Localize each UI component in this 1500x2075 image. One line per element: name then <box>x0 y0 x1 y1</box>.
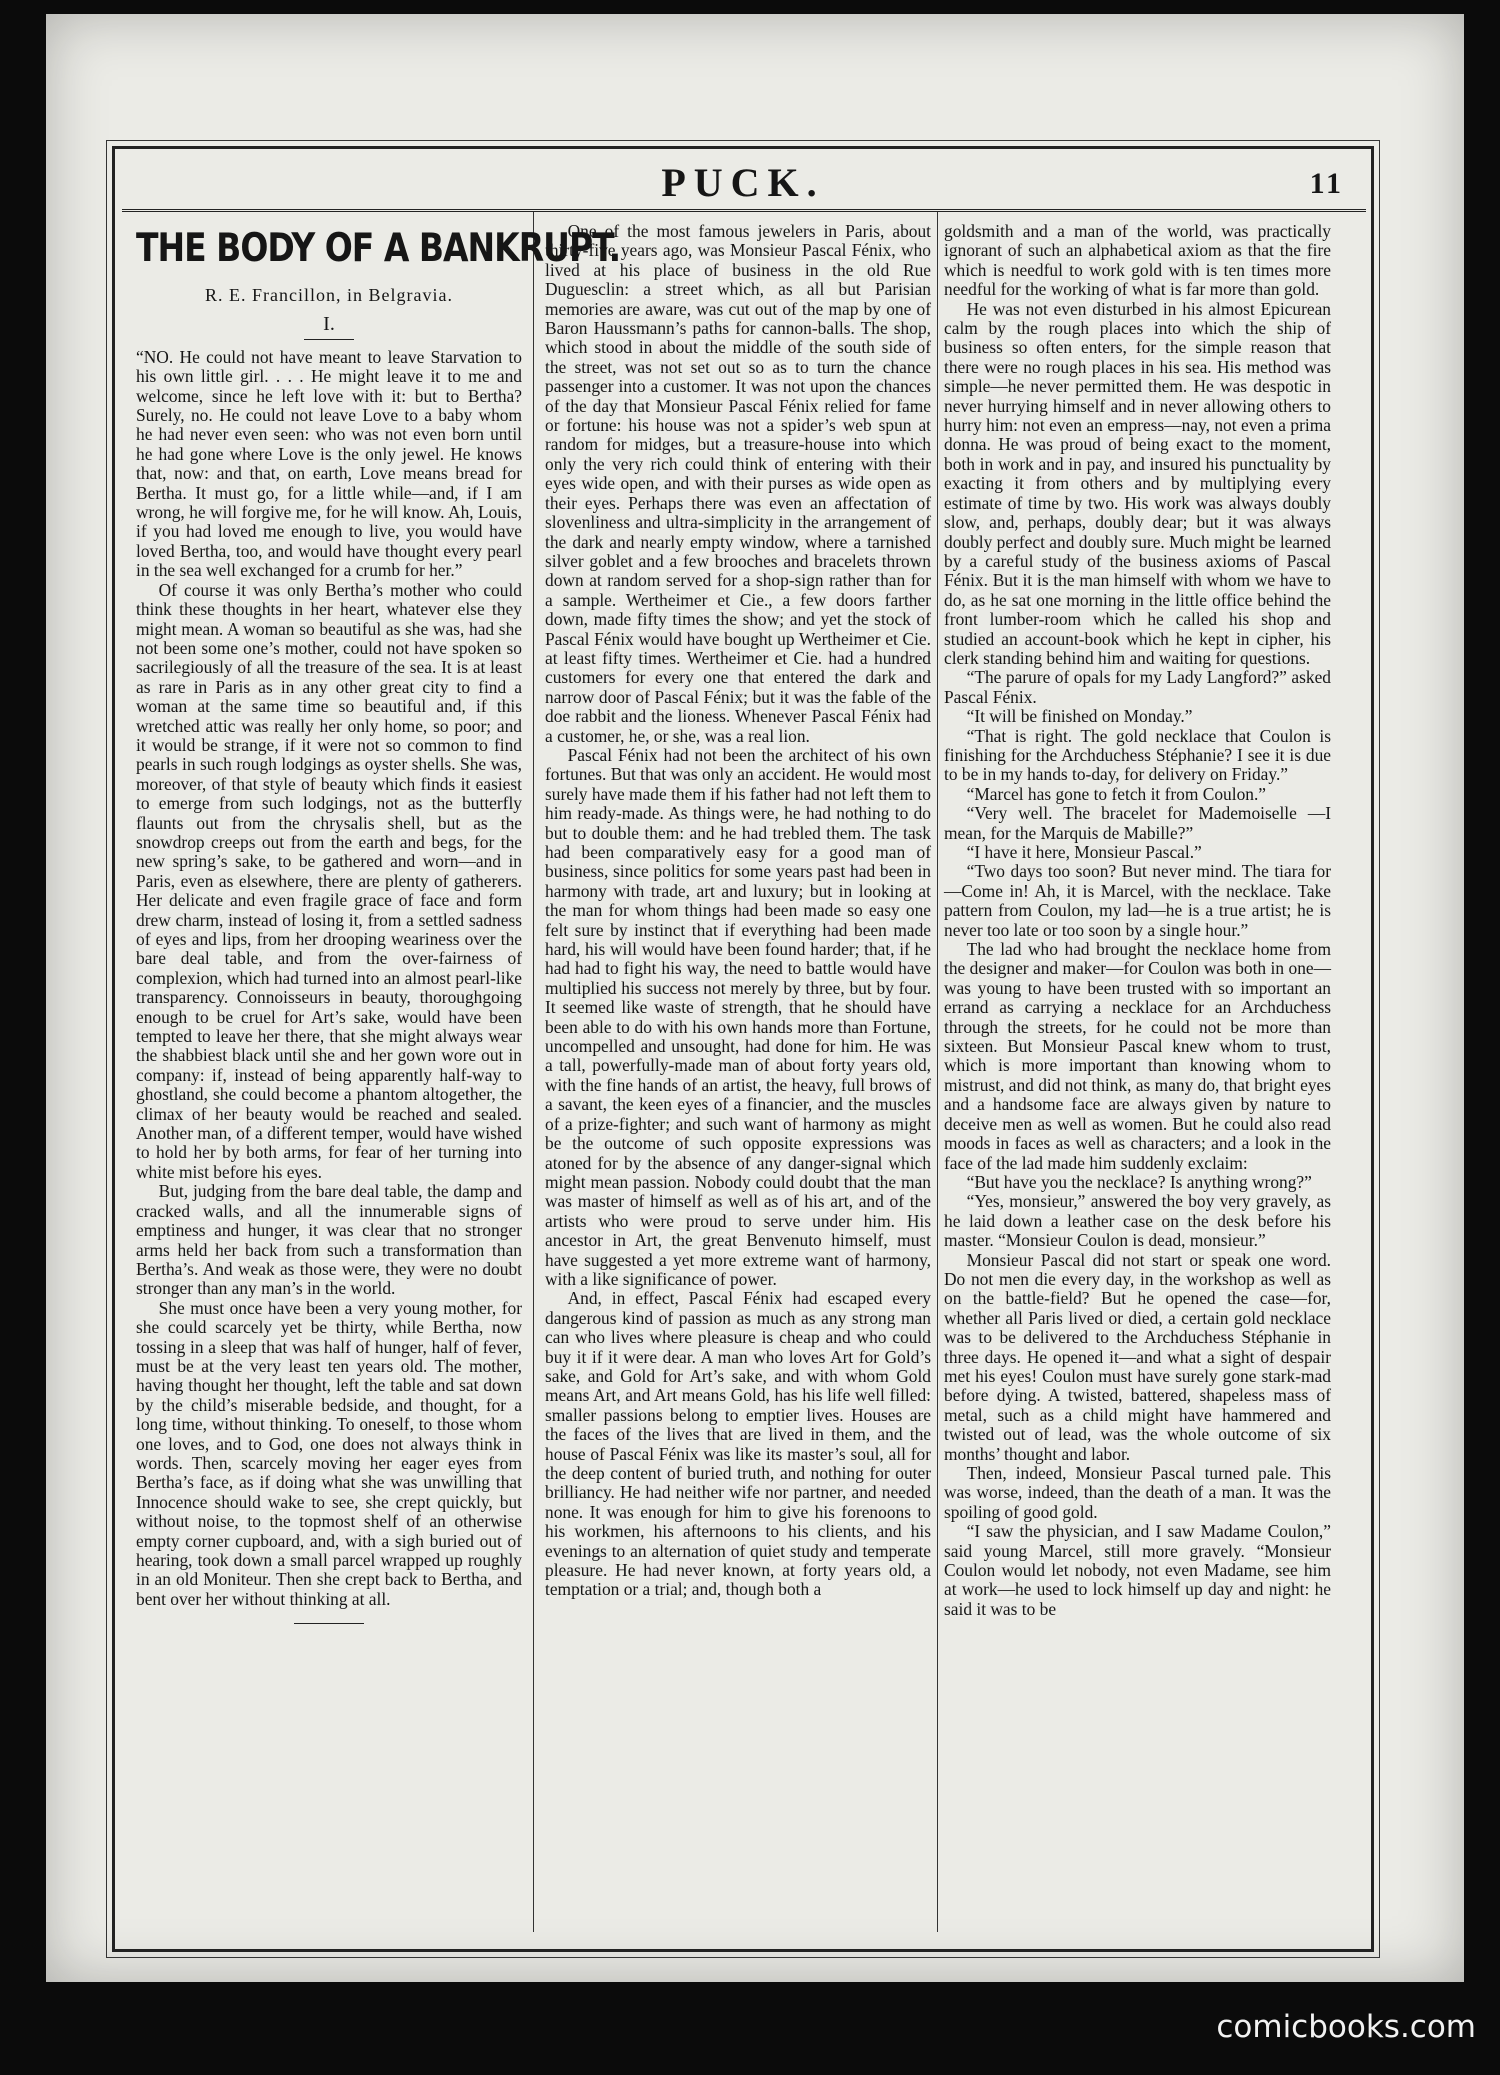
page-header <box>112 155 1374 215</box>
paragraph: But, judging from the bare deal table, the damp and cracked walls, and all the innumerable signs of emptiness and hunger, it was clear that no stronger arms held her back from such a transformation than Bertha’s. And weak as those were, they were no doubt stronger than any man’s in the world. <box>136 1181 522 1299</box>
paragraph: “NO. He could not have meant to leave Starvation to his own little girl. . . . He might leave it to me and welcome, since he left love with it: but to Bertha? Surely, no. He could not leave Love to a baby whom he had never even seen: who was not even born until he had gone where Love is the only jewel. He knows that, now: and that, on earth, Love means bread for Bertha. It must go, for a little while—and, if I am wrong, he will forgive me, for he will know. Ah, Louis, if you had loved me enough to live, you would have loved Bertha, too, and would have thought every pearl in the sea well exchanged for a crumb for her.” <box>136 346 522 581</box>
paragraph: “I saw the physician, and I saw Madame Coulon,” said young Marcel, still more gravely. “Monsieur Coulon would let nobody, not even Madame, see him at work—he used to lock himself up day and night: he said it was to be <box>944 1521 1331 1619</box>
paragraph: “The parure of opals for my Lady Langford?” asked Pascal Fénix. <box>944 667 1331 707</box>
column-2 <box>545 222 931 1934</box>
column-divider <box>937 212 938 1932</box>
paragraph: “Two days too soon? But never mind. The tiara for—Come in! Ah, it is Marcel, with the necklace. Take pattern from Coulon, my lad—he is a true artist; he is never too late or too soon by a single hour.” <box>944 861 1331 940</box>
paragraph: She must once have been a very young mother, for she could scarcely yet be thirty, while Bertha, now tossing in a sleep that was half of hunger, half of fever, must be at the very least ten years old. The mother, having thought her thought, left the table and sat down by the child’s miserable bedside, and thought, for a long time, without thinking. To oneself, to those whom one loves, and to God, one does not always think in words. Then, scarcely moving her eager eyes from Bertha’s face, as if doing what she was unwilling that Innocence should wake to see, she crept quickly, but without noise, to the topmost shelf of an otherwise empty corner cupboard, and, with a sigh buried out of hearing, took down a small parcel wrapped up roughly in an old Moniteur. Then she crept back to Bertha, and bent over her without thinking at all. <box>136 1297 522 1609</box>
paragraph: “Marcel has gone to fetch it from Coulon.” <box>966 783 1267 804</box>
paragraph: “Yes, monsieur,” answered the boy very gravely, as he laid down a leather case on the desk before his master. “Monsieur Coulon is dead, monsieur.” <box>944 1191 1331 1251</box>
paragraph: “That is right. The gold necklace that Coulon is finishing for the Archduchess Stéphanie? I see it is due to be in my hands to-day, for delivery on Friday.” <box>944 725 1331 785</box>
end-rule <box>294 1623 364 1624</box>
header-rule <box>122 209 1366 212</box>
paragraph: “I have it here, Monsieur Pascal.” <box>966 842 1202 862</box>
column-3 <box>944 222 1331 1934</box>
paragraph: “It will be finished on Monday.” <box>966 706 1193 727</box>
article-byline: R. E. Francillon, in Belgravia. <box>205 285 453 305</box>
article-title: THE BODY OF A BANKRUPT. <box>136 224 621 271</box>
paragraph: And, in effect, Pascal Fénix had escaped every dangerous kind of passion as much as any strong man can who lives where pleasure is cheap and who could buy it if it were dear. A man who loves Art for Gold’s sake, and Gold for Art’s sake, and with whom Gold means Art, and Art means Gold, has his life well filled: smaller passions belong to emptier lives. Houses are the faces of the lives that are lived in them, and the house of Pascal Fénix was like its master’s soul, all for the deep content of buried truth, and nothing for outer brilliancy. He had neither wife nor partner, and needed none. It was enough for him to give his forenoons to his workmen, his afternoons to his clients, and his evenings to an alternation of quiet study and temperate pleasure. He had never known, at forty years old, a temptation or a trial; and, though both a <box>545 1288 931 1600</box>
paragraph: Pascal Fénix had not been the architect of his own fortunes. But that was only an accident. He would most surely have made them if his father had not left them to him ready-made. As things were, he had nothing to do but to double them: and he had trebled them. The task had been comparatively easy for a good man of business, since politics for some years past had been in harmony with trade, art and luxury; but in looking at the man for whom things had been made so easy one felt sure by instinct that if everything had been made hard, his will would have been found harder; that, if he had had to fight his way, the need to battle would have multiplied his success not merely by three, but by four. It seemed like waste of strength, that he should have been able to do with his own hands more than Fortune, uncompelled and unsought, had done for him. He was a tall, powerfully-made man of about forty years old, with the fine hands of an artist, the heavy, full brows of a savant, the keen eyes of a financier, and the muscles of a prize-fighter; and such want of harmony as might be the outcome of such opposite expressions was atoned for by the absence of any danger-signal which might mean passion. Nobody could doubt that the man was master of himself as well as of his art, and of the artists who were proud to serve under him. His ancestor in Art, the great Benvenuto himself, must have suggested a yet more extreme want of harmony, with a like significance of power. <box>545 744 931 1289</box>
paragraph: The lad who had brought the necklace home from the designer and maker—for Coulon was both in one—was young to have been trusted with so important an errand as carrying a necklace for an Archduchess through the streets, for he could not be more than sixteen. But Monsieur Pascal knew whom to trust, which is more important than knowing whom to mistrust, and did not think, as many do, that bright eyes and a handsome face are always given by nature to deceive men as well as women. But he could also read moods in faces as well as characters; and a look in the face of the lad made him suddenly exclaim: <box>944 939 1331 1173</box>
page-number: 11 <box>1309 167 1344 200</box>
paragraph: He was not even disturbed in his almost Epicurean calm by the rough places into which the ship of business so often enters, for the simple reason that there were no rough places in his sea. His method was simple—he never permitted them. He was despotic in never hurrying himself and in never allowing others to hurry him: not even an empress—nay, not even a prima donna. He was proud of being exact to the moment, both in work and in pay, and insured his punctuality by exacting it from others and by multiplying every estimate of time by two. His work was always doubly slow, and, perhaps, doubly dear; but it was always doubly perfect and doubly sure. Much might be learned by a careful study of the business axioms of Pascal Fénix. But it is the man himself with whom we have to do, as he sat one morning in the little office behind the front lumber-room which he called his shop and studied an account-book which he kept in cipher, his clerk standing behind him and waiting for questions. <box>944 298 1331 668</box>
watermark: comicbooks.com <box>1216 2009 1476 2045</box>
column-divider <box>533 212 534 1932</box>
masthead-title: PUCK. <box>661 160 825 205</box>
section-number: I. <box>323 313 335 336</box>
paragraph: Of course it was only Bertha’s mother who could think these thoughts in her heart, whatever else they might mean. A woman so beautiful as she was, had she not been some one’s mother, could not have spoken so sacrilegiously of all the treasure of the sea. It is at least as rare in Paris as in any other great city to find a woman at the same time so beautiful and, if this wretched attic was really her only home, so poor; and it would be strange, if it were not so common to find pearls in such rough lodgings as oyster shells. She was, moreover, of that style of beauty which finds it easiest to emerge from such lodgings, not as the butterfly flaunts out from the chrysalis shell, but as the snowdrop creeps out from the earth and begs, for the new spring’s sake, to be gathered and worn—and in Paris, even as elsewhere, there are plenty of gatherers. Her delicate and even fragile grace of face and form drew charm, instead of losing it, from a settled sadness of eyes and lips, from her drooping weariness over the bare deal table, and from the over-fairness of complexion, which had turned into an almost pearl-like transparency. Connoisseurs in beauty, thoroughgoing enough to be cruel for Art’s sake, would have been tempted to leave her there, that she might always wear the shabbiest black until she and her gown wore out in company: if, instead of being apparently half-way to ghostland, she could become a phantom altogether, the climax of her beauty would be reached and sealed. Another man, of a different temper, would have wished to hold her by both arms, for fear of her turning into white mist before his eyes. <box>136 579 522 1182</box>
paragraph: goldsmith and a man of the world, was practically ignorant of such an alphabetical axiom as that the fire which is needful to work gold with is ten times more needful for the working of what is far more than gold. <box>944 221 1331 300</box>
section-rule <box>304 339 354 340</box>
paragraph: “Very well. The bracelet for Mademoiselle —I mean, for the Marquis de Mabille?” <box>944 803 1331 843</box>
paragraph: “But have you the necklace? Is anything wrong?” <box>966 1171 1312 1192</box>
paragraph: Monsieur Pascal did not start or speak one word. Do not men die every day, in the workshop as well as on the battle-field? But he opened the case—for, whether all Paris lived or died, a certain gold necklace was to be delivered to the Archduchess Stéphanie in three days. He opened it—and what a sight of despair met his eyes! Coulon must have surely gone stark-mad before dying. A twisted, battered, shapeless mass of metal, such as a child might have hammered and twisted out of lead, was the whole outcome of six months’ thought and labor. <box>944 1249 1331 1464</box>
column-1 <box>136 222 621 1934</box>
paragraph: Then, indeed, Monsieur Pascal turned pale. This was worse, indeed, than the death of a man. It was the spoiling of good gold. <box>944 1463 1331 1522</box>
paragraph: One of the most famous jewelers in Paris, about thirty-five years ago, was Monsieur Pascal Fénix, who lived at his place of business in the old Rue Duguesclin: a street which, as all but Parisian memories are aware, was cut out of the map by one of Baron Haussmann’s paths for cannon-balls. The shop, which stood in about the middle of the south side of the street, was not set out so as to turn the chance passenger into a customer. It was not upon the chances of the day that Monsieur Pascal Fénix relied for fame or fortune: his house was not a spider’s web spun at random for midges, but a treasure-house into which only the very rich could think of entering with their eyes wide open, and with their purses as wide open as their eyes. Perhaps there was even an affectation of slovenliness and ultra-simplicity in the arrangement of the dark and nearly empty window, where a tarnished silver goblet and a few brooches and bracelets thrown down at random served for a shop-sign rather than for a sample. Wertheimer et Cie., a few doors farther down, made fifty times the show; and yet the stock of Pascal Fénix would have bought up Wertheimer et Cie. at least fifty times. Wertheimer et Cie. had a hundred customers for every one that entered the dark and narrow door of Pascal Fénix; but it was the fable of the doe rabbit and the lioness. Whenever Pascal Fénix had a customer, he, or she, was a real lion. <box>545 221 931 746</box>
